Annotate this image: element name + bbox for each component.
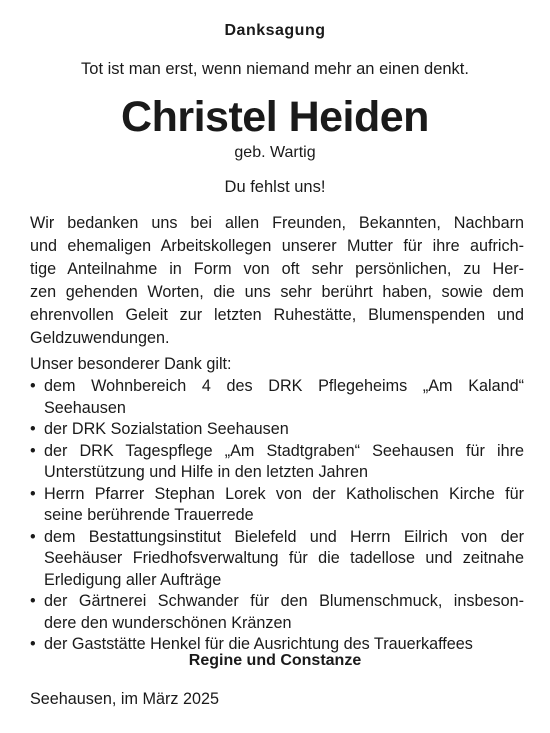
thanks-line: zen gehenden Worten, die uns sehr berührt haben, sowie dem — [30, 283, 524, 301]
missing-line: Du fehlst uns! — [224, 178, 326, 196]
list-item — [30, 441, 524, 484]
list-item-line: dere den wunderschönen Kränzen — [44, 613, 292, 632]
list-item-line: Seehäuser Friedhofsverwaltung für die tadellose und zeitnahe — [44, 549, 524, 567]
thanks-line: tige Anteilnahme in Form von oft sehr persönlichen, zu Her- — [30, 260, 524, 278]
list-item — [30, 591, 524, 634]
list-item-line: Erledigung aller Aufträge — [44, 570, 222, 589]
bullet: • — [30, 377, 36, 395]
list-item-line: dem Wohnbereich 4 des DRK Pflegeheims „Am Kaland“ — [44, 377, 524, 395]
signature: Regine und Constanze — [188, 652, 362, 669]
list-item — [30, 527, 524, 592]
maiden-name: geb. Wartig — [234, 144, 316, 161]
notice-heading: Danksagung — [224, 22, 326, 39]
list-item-line: der Gärtnerei Schwander für den Blumenschmuck, insbeson- — [44, 592, 524, 610]
place-date: Seehausen, im März 2025 — [30, 690, 219, 708]
thanks-paragraph — [30, 212, 524, 350]
list-item-line: Herrn Pfarrer Stephan Lorek von der Katholischen Kirche für — [44, 484, 524, 503]
thanks-line: Geldzuwendungen. — [30, 329, 170, 347]
list-item-line: der DRK Sozialstation Seehausen — [44, 420, 289, 438]
list-item-line: Unterstützung und Hilfe in den letzten Jahren — [44, 463, 368, 481]
bullet: • — [30, 484, 36, 503]
thanks-line: ehrenvollen Geleit zur letzten Ruhestätte, Blumenspenden und — [30, 306, 524, 324]
motto-quote: Tot ist man erst, wenn niemand mehr an einen denkt. — [81, 60, 469, 78]
list-item-line: Seehausen — [44, 398, 126, 417]
special-thanks-list — [30, 376, 524, 656]
bullet: • — [30, 420, 36, 438]
list-item — [30, 484, 524, 527]
bullet: • — [30, 592, 36, 610]
thanks-line: und ehemaligen Arbeitskollegen unserer Mutter für ihre aufrich- — [30, 237, 524, 255]
bullet: • — [30, 441, 36, 460]
bullet: • — [30, 527, 36, 546]
thanks-line: Wir bedanken uns bei allen Freunden, Bekannten, Nachbarn — [30, 214, 524, 232]
special-thanks-intro: Unser besonderer Dank gilt: — [30, 355, 232, 373]
list-item-line: der Gaststätte Henkel für die Ausrichtung des Trauerkaffees — [44, 635, 473, 653]
list-item-line: seine berührende Trauerrede — [44, 506, 254, 524]
list-item — [30, 376, 524, 419]
list-item-line: der DRK Tagespflege „Am Stadtgraben“ Seehausen für ihre — [44, 441, 524, 460]
bullet: • — [30, 635, 36, 653]
deceased-name: Christel Heiden — [121, 93, 429, 141]
list-item-line: dem Bestattungsinstitut Bielefeld und Herrn Eilrich von der — [44, 527, 524, 546]
list-item — [30, 419, 524, 441]
